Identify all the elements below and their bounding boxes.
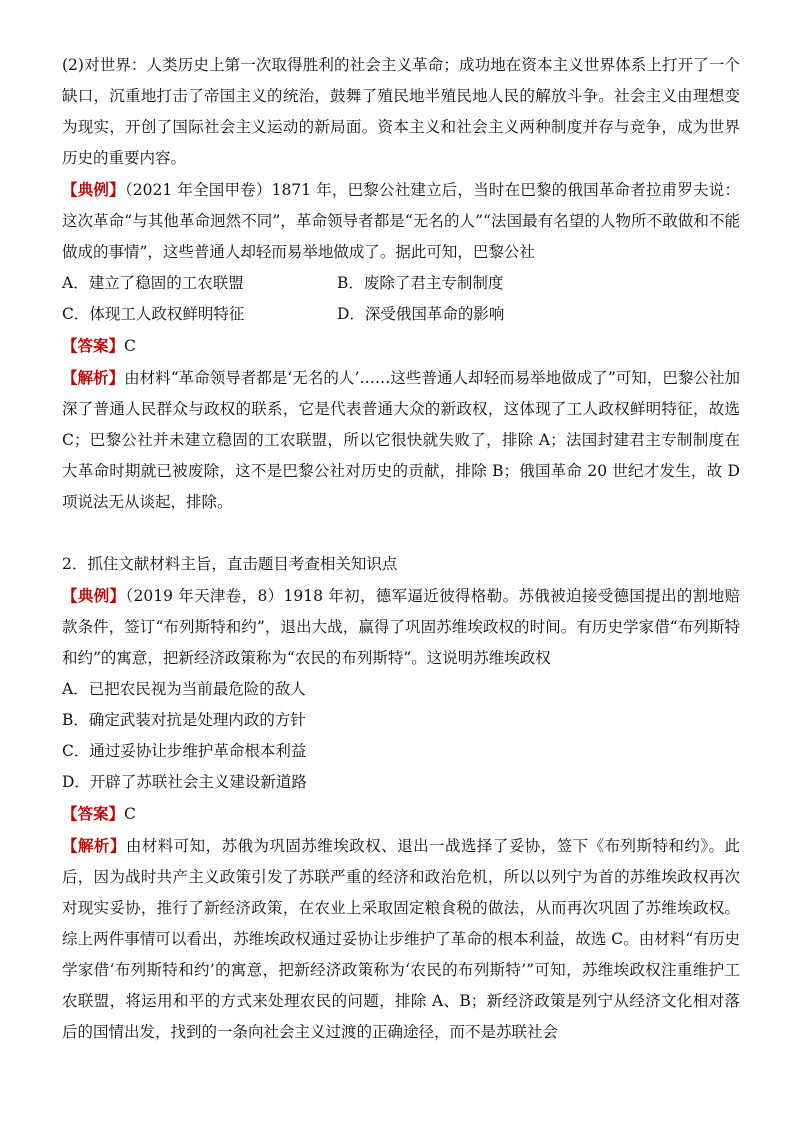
analysis-2 [62, 830, 740, 1048]
option-a: A．已把农民视为当前最危险的敌人 [62, 680, 306, 698]
example-text: （2019 年天津卷，8）1918 年初，德军逼近彼得格勒。苏俄被迫接受德国提出的割地赔款条件，签订“布列斯特和约”，退出大战，赢得了巩固苏维埃政权的时间。有历史学家借“布列斯特和约”的寓意，把新经济政策称为“农民的布列斯特”。这说明苏维埃政权 [62, 587, 740, 667]
analysis-text: 由材料“革命领导者都是‘无名的人’……这些普通人却轻而易举地做成了”可知，巴黎公社加深了普通人民群众与政权的联系，它是代表普通大众的新政权，这体现了工人政权鲜明特征，故选 C；巴黎公社并未建立稳固的工农联盟，所以它很快就失败了，排除 A；法国封建君主专制制度在大革命时期就已被废除，这不是巴黎公社对历史的贡献，排除 B；俄国革命 20 世纪才发生，故 D 项说法无从谈起，排除。 [62, 369, 740, 511]
example-text: （2021 年全国甲卷）1871 年，巴黎公社建立后，当时在巴黎的俄国革命者拉甫罗夫说：这次革命“与其他革命迥然不同”，革命领导者都是“无名的人”“法国最有名望的人物所不敢做和不能做成的事情”，这些普通人却轻而易举地做成了。据此可知，巴黎公社 [62, 181, 740, 261]
options-row-cd [62, 299, 740, 330]
section-2-heading: 2．抓住文献材料主旨，直击题目考查相关知识点 [62, 555, 398, 573]
answer-2 [62, 798, 740, 830]
analysis-tag: 【解析】 [62, 836, 126, 855]
answer-tag: 【答案】 [62, 804, 125, 823]
world-impact-paragraph: (2)对世界：人类历史上第一次取得胜利的社会主义革命；成功地在资本主义世界体系上打开了一个缺口，沉重地打击了帝国主义的统治，鼓舞了殖民地半殖民地人民的解放斗争。社会主义由理想变为现实，开创了国际社会主义运动的新局面。资本主义和社会主义两种制度并存与竞争，成为世界历史的重要内容。 [62, 56, 740, 167]
answer-tag: 【答案】 [62, 336, 125, 355]
option-b: B．废除了君主专制制度 [337, 274, 504, 292]
spacer [62, 518, 740, 549]
option-c: C．通过妥协让步维护革命根本利益 [62, 742, 307, 760]
analysis-tag: 【解析】 [62, 368, 125, 387]
example-tag: 【典例】 [62, 180, 125, 199]
answer-value: C [124, 337, 136, 355]
answer-value: C [124, 805, 136, 823]
option-a: A．建立了稳固的工农联盟 [62, 274, 244, 292]
options-row-ab [62, 268, 740, 299]
option-c: C．体现工人政权鲜明特征 [62, 305, 245, 323]
document-page [62, 50, 740, 1048]
analysis-1 [62, 362, 740, 518]
example-2 [62, 580, 740, 674]
example-1 [62, 174, 740, 268]
option-d: D．开辟了苏联社会主义建设新道路 [62, 773, 307, 791]
example-tag: 【典例】 [62, 586, 126, 605]
analysis-text: 由材料可知，苏俄为巩固苏维埃政权、退出一战选择了妥协，签下《布列斯特和约》。此后，因为战时共产主义政策引发了苏联严重的经济和政治危机，所以以列宁为首的苏维埃政权再次对现实妥协，推行了新经济政策，在农业上采取固定粮食税的做法，从而再次巩固了苏维埃政权。综上两件事情可以看出，苏维埃政权通过妥协让步维护了革命的根本利益，故选 C。由材料“有历史学家借‘布列斯特和约’的寓意，把新经济政策称为‘农民的布列斯特’”可知，苏维埃政权注重维护工农联盟，将运用和平的方式来处理农民的问题，排除 A、B；新经济政策是列宁从经济文化相对落后的国情出发，找到的一条向社会主义过渡的正确途径，而不是苏联社会 [62, 837, 740, 1041]
answer-1 [62, 330, 740, 362]
option-d: D．深受俄国革命的影响 [337, 305, 505, 323]
option-b: B．确定武装对抗是处理内政的方针 [62, 711, 306, 729]
